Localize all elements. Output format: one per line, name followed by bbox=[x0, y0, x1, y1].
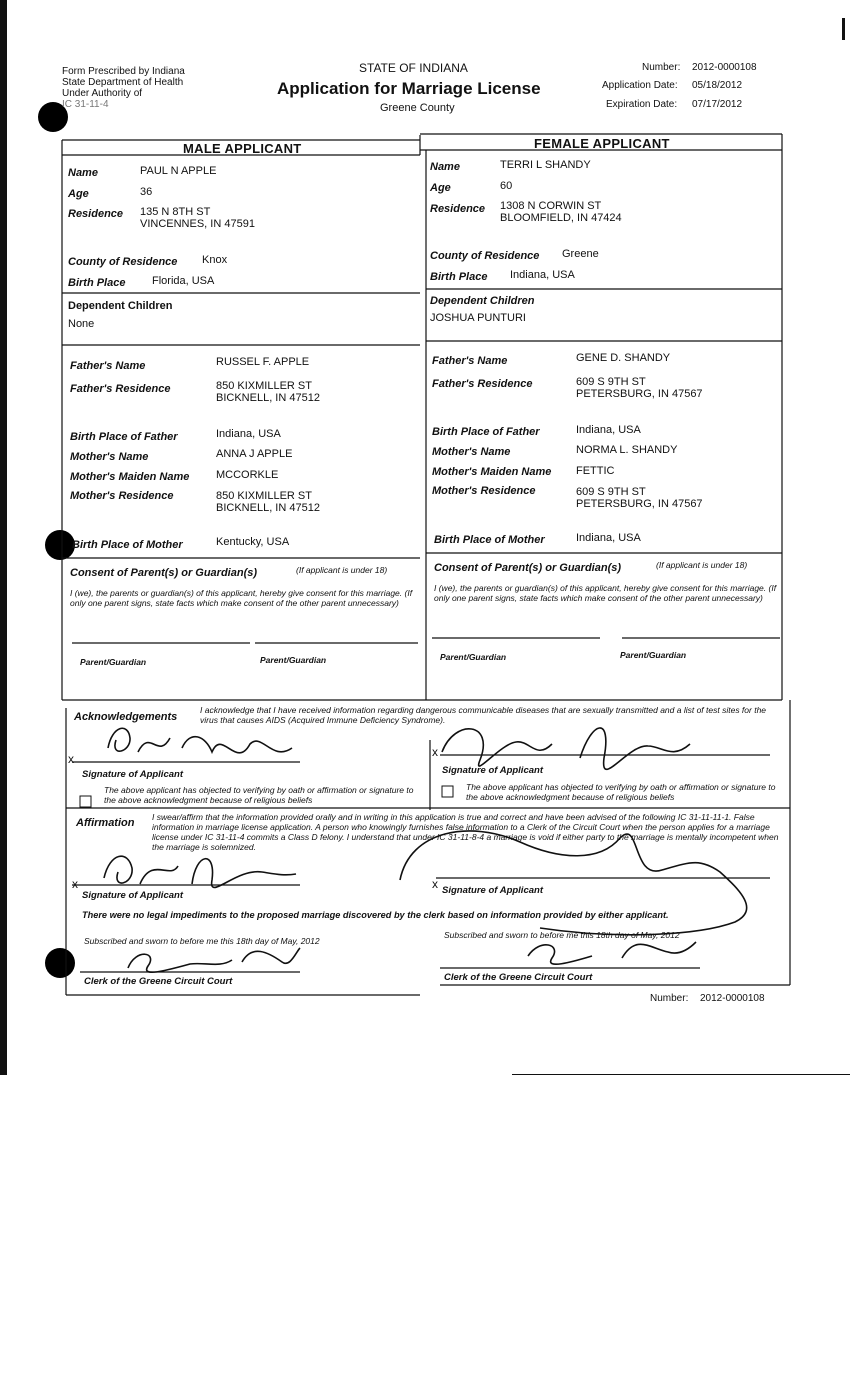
male-mother-res: 850 KIXMILLER ST BICKNELL, IN 47512 bbox=[216, 490, 320, 514]
affirmation-text: I swear/affirm that the information provided orally and in writing in this application is true and correct and have been advised of the following IC 31-11-11-1. False information in marriage license application. A person who knowingly furnishes false information to a Clerk of the Circuit Court when the person applies for a marriage license under IC 31-11-4 commits a Class D felony. I understand that under IC 31-11-8-4 a marriage is void if either party to the marriage is mentally incompetent when the marriage is solemnized. bbox=[152, 812, 779, 852]
female-name-label: Name bbox=[430, 161, 460, 173]
male-birth-father-label: Birth Place of Father bbox=[70, 431, 178, 443]
male-father-res-label: Father's Residence bbox=[70, 383, 171, 395]
acknowledgements-heading: Acknowledgements bbox=[74, 711, 178, 723]
male-dependent: None bbox=[68, 318, 95, 330]
female-birth-mother: Indiana, USA bbox=[576, 532, 641, 544]
app-date-label: Application Date: bbox=[602, 80, 678, 91]
female-parent-guardian-1: Parent/Guardian bbox=[440, 652, 507, 662]
footer-number-label: Number: bbox=[650, 993, 689, 1004]
male-birth-place: Florida, USA bbox=[152, 275, 215, 287]
female-affirm-signature-label: Signature of Applicant bbox=[442, 885, 543, 896]
female-birth-father-label: Birth Place of Father bbox=[432, 426, 540, 438]
male-county-label: County of Residence bbox=[68, 256, 178, 268]
number-label: Number: bbox=[642, 62, 681, 73]
female-county-label: County of Residence bbox=[430, 250, 540, 262]
male-name: PAUL N APPLE bbox=[140, 165, 217, 177]
female-applicant-heading: FEMALE APPLICANT bbox=[534, 136, 670, 151]
female-mother-name: NORMA L. SHANDY bbox=[576, 444, 678, 456]
male-residence-label: Residence bbox=[68, 208, 124, 220]
female-dependent: JOSHUA PUNTURI bbox=[430, 312, 526, 324]
female-mother-maiden: FETTIC bbox=[576, 465, 615, 477]
male-name-label: Name bbox=[68, 167, 98, 179]
female-consent-text: I (we), the parents or guardian(s) of this applicant, hereby give consent for this marriage. (If only one parent signs, state facts which make consent of the other parent unnecessary) bbox=[434, 583, 777, 603]
app-date-value: 05/18/2012 bbox=[692, 80, 743, 91]
female-signature-label: Signature of Applicant bbox=[442, 765, 543, 776]
male-mother-name: ANNA J APPLE bbox=[216, 448, 293, 460]
female-birth-place: Indiana, USA bbox=[510, 269, 575, 281]
male-birth-place-label: Birth Place bbox=[68, 277, 126, 289]
male-subscribed-text: Subscribed and sworn to before me this 18th day of May, 2012 bbox=[84, 936, 320, 946]
male-mother-maiden-label: Mother's Maiden Name bbox=[70, 471, 190, 483]
female-county: Greene bbox=[562, 248, 599, 260]
exp-date-label: Expiration Date: bbox=[606, 99, 678, 110]
male-mother-name-label: Mother's Name bbox=[70, 451, 149, 463]
male-mother-res-label: Mother's Residence bbox=[70, 490, 174, 502]
male-dependent-label: Dependent Children bbox=[68, 300, 173, 312]
male-county: Knox bbox=[202, 254, 228, 266]
female-birth-place-label: Birth Place bbox=[430, 271, 488, 283]
female-subscribed-text: Subscribed and sworn to before me this 18th day of May, 2012 bbox=[444, 930, 680, 940]
female-mother-name-label: Mother's Name bbox=[432, 446, 511, 458]
svg-text:x: x bbox=[432, 877, 438, 891]
female-mother-res-label: Mother's Residence bbox=[432, 485, 536, 497]
objection-checkbox-female bbox=[442, 786, 453, 797]
male-age-label: Age bbox=[68, 188, 89, 200]
male-residence: 135 N 8TH ST VINCENNES, IN 47591 bbox=[140, 206, 255, 230]
female-objection-text: The above applicant has objected to verifying by oath or affirmation or signature to the above acknowledgment because of religious beliefs bbox=[466, 782, 776, 802]
male-parent-guardian-2: Parent/Guardian bbox=[260, 655, 327, 665]
female-father-res-label: Father's Residence bbox=[432, 378, 533, 390]
male-clerk-label: Clerk of the Greene Circuit Court bbox=[84, 976, 233, 987]
male-birth-mother: Kentucky, USA bbox=[216, 536, 290, 548]
svg-text:x: x bbox=[72, 877, 78, 891]
female-age-label: Age bbox=[430, 182, 451, 194]
female-clerk-label: Clerk of the Greene Circuit Court bbox=[444, 972, 593, 983]
female-birth-father: Indiana, USA bbox=[576, 424, 641, 436]
number-value: 2012-0000108 bbox=[692, 62, 757, 73]
female-father-name-label: Father's Name bbox=[432, 355, 508, 367]
male-objection-text: The above applicant has objected to verifying by oath or affirmation or signature to the above acknowledgment because of religious beliefs bbox=[104, 785, 414, 805]
male-father-name-label: Father's Name bbox=[70, 360, 146, 372]
svg-text:x: x bbox=[68, 752, 74, 766]
objection-checkbox-male bbox=[80, 796, 91, 807]
footer-number-value: 2012-0000108 bbox=[700, 993, 765, 1004]
scan-edge-bottom bbox=[512, 1074, 850, 1075]
male-father-res: 850 KIXMILLER ST BICKNELL, IN 47512 bbox=[216, 380, 320, 404]
form-note-line: State Department of Health bbox=[62, 77, 184, 88]
page-title: Application for Marriage License bbox=[277, 79, 541, 98]
exp-date-value: 07/17/2012 bbox=[692, 99, 743, 110]
form-note-line: IC 31-11-4 bbox=[62, 99, 109, 110]
male-mother-maiden: MCCORKLE bbox=[216, 469, 279, 481]
male-parent-guardian-1: Parent/Guardian bbox=[80, 657, 147, 667]
female-birth-mother-label: Birth Place of Mother bbox=[434, 534, 545, 546]
male-affirm-signature-label: Signature of Applicant bbox=[82, 890, 183, 901]
county-title: Greene County bbox=[380, 102, 455, 114]
female-mother-maiden-label: Mother's Maiden Name bbox=[432, 466, 552, 478]
female-name: TERRI L SHANDY bbox=[500, 159, 591, 171]
male-applicant-heading: MALE APPLICANT bbox=[183, 141, 302, 156]
male-signature-label: Signature of Applicant bbox=[82, 769, 183, 780]
female-parent-guardian-2: Parent/Guardian bbox=[620, 650, 687, 660]
male-consent-text: I (we), the parents or guardian(s) of this applicant, hereby give consent for this marriage. (If only one parent signs, state facts which make consent of the other parent unnecessary) bbox=[70, 588, 413, 608]
female-mother-res: 609 S 9TH ST PETERSBURG, IN 47567 bbox=[576, 486, 703, 510]
female-residence: 1308 N CORWIN ST BLOOMFIELD, IN 47424 bbox=[500, 200, 622, 224]
affirmation-heading: Affirmation bbox=[76, 817, 135, 829]
male-consent-label: Consent of Parent(s) or Guardian(s) bbox=[70, 567, 258, 579]
female-age: 60 bbox=[500, 180, 513, 192]
female-consent-note: (If applicant is under 18) bbox=[656, 560, 748, 570]
male-age: 36 bbox=[140, 186, 153, 198]
form-note-line: Under Authority of bbox=[62, 88, 143, 99]
impediments-text: There were no legal impediments to the proposed marriage discovered by the clerk based on information provided by either applicant. bbox=[82, 910, 669, 920]
male-birth-mother-label: Birth Place of Mother bbox=[72, 539, 183, 551]
female-father-name: GENE D. SHANDY bbox=[576, 352, 671, 364]
female-residence-label: Residence bbox=[430, 203, 486, 215]
female-consent-label: Consent of Parent(s) or Guardian(s) bbox=[434, 562, 622, 574]
female-father-res: 609 S 9TH ST PETERSBURG, IN 47567 bbox=[576, 376, 703, 400]
acknowledgements-text: I acknowledge that I have received information regarding dangerous communicable diseases that are sexually transmitted and a list of test sites for the virus that causes AIDS (Acquired Immune Deficiency Syndrome). bbox=[200, 705, 767, 725]
form-note-line: Form Prescribed by Indiana bbox=[62, 66, 185, 77]
state-title: STATE OF INDIANA bbox=[359, 61, 468, 75]
female-dependent-label: Dependent Children bbox=[430, 295, 535, 307]
svg-text:x: x bbox=[432, 745, 438, 759]
male-father-name: RUSSEL F. APPLE bbox=[216, 356, 310, 368]
male-consent-note: (If applicant is under 18) bbox=[296, 565, 388, 575]
male-birth-father: Indiana, USA bbox=[216, 428, 281, 440]
